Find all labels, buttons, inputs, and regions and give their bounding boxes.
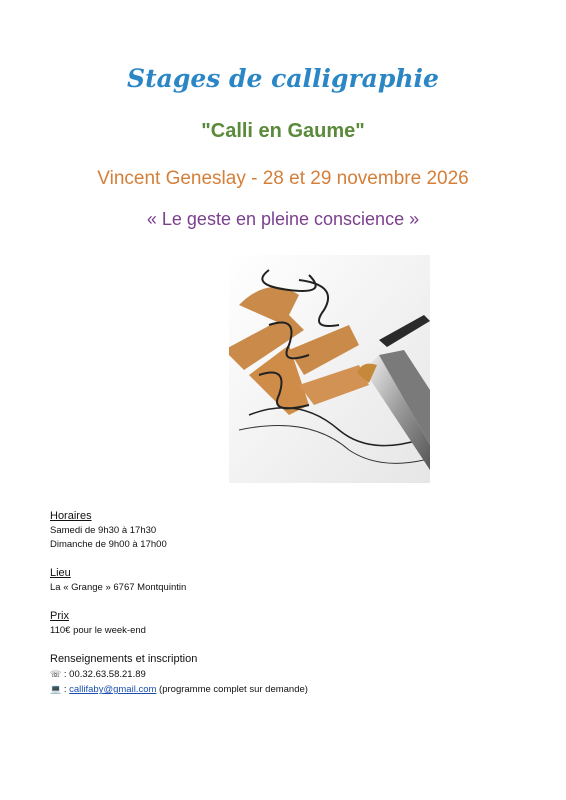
page-subtitle: "Calli en Gaume" [201, 120, 365, 142]
horaires-sunday: Dimanche de 9h00 à 17h00 [50, 539, 167, 550]
email-prefix: : [61, 684, 70, 695]
horaires-heading: Horaires [50, 510, 92, 522]
page-title: Stages de calligraphie [127, 64, 439, 93]
prix-heading: Prix [50, 610, 69, 622]
theme-line: « Le geste en pleine conscience » [146, 209, 420, 229]
prix-section [50, 609, 530, 638]
event-line: Vincent Geneslay - 28 et 29 novembre 2026 [97, 168, 469, 189]
email-note: (programme complet sur demande) [156, 684, 308, 695]
phone-icon: ☏ [50, 669, 62, 679]
contact-phone: : 00.32.63.58.21.89 [61, 669, 146, 680]
lieu-heading: Lieu [50, 567, 71, 579]
computer-icon: 💻 [50, 684, 62, 694]
calligraphy-photo [229, 255, 430, 483]
email-link[interactable]: callifaby@gmail.com [69, 684, 157, 695]
contact-heading: Renseignements et inscription [50, 653, 198, 665]
contact-email-line [50, 682, 530, 697]
contact-phone-line [50, 667, 530, 682]
horaires-section [50, 509, 530, 552]
prix-price: 110€ pour le week-end [50, 625, 146, 636]
lieu-address: La « Grange » 6767 Montquintin [50, 582, 187, 593]
contact-section [50, 652, 530, 697]
horaires-saturday: Samedi de 9h30 à 17h30 [50, 525, 157, 536]
lieu-section [50, 566, 530, 595]
info-block [50, 509, 530, 711]
